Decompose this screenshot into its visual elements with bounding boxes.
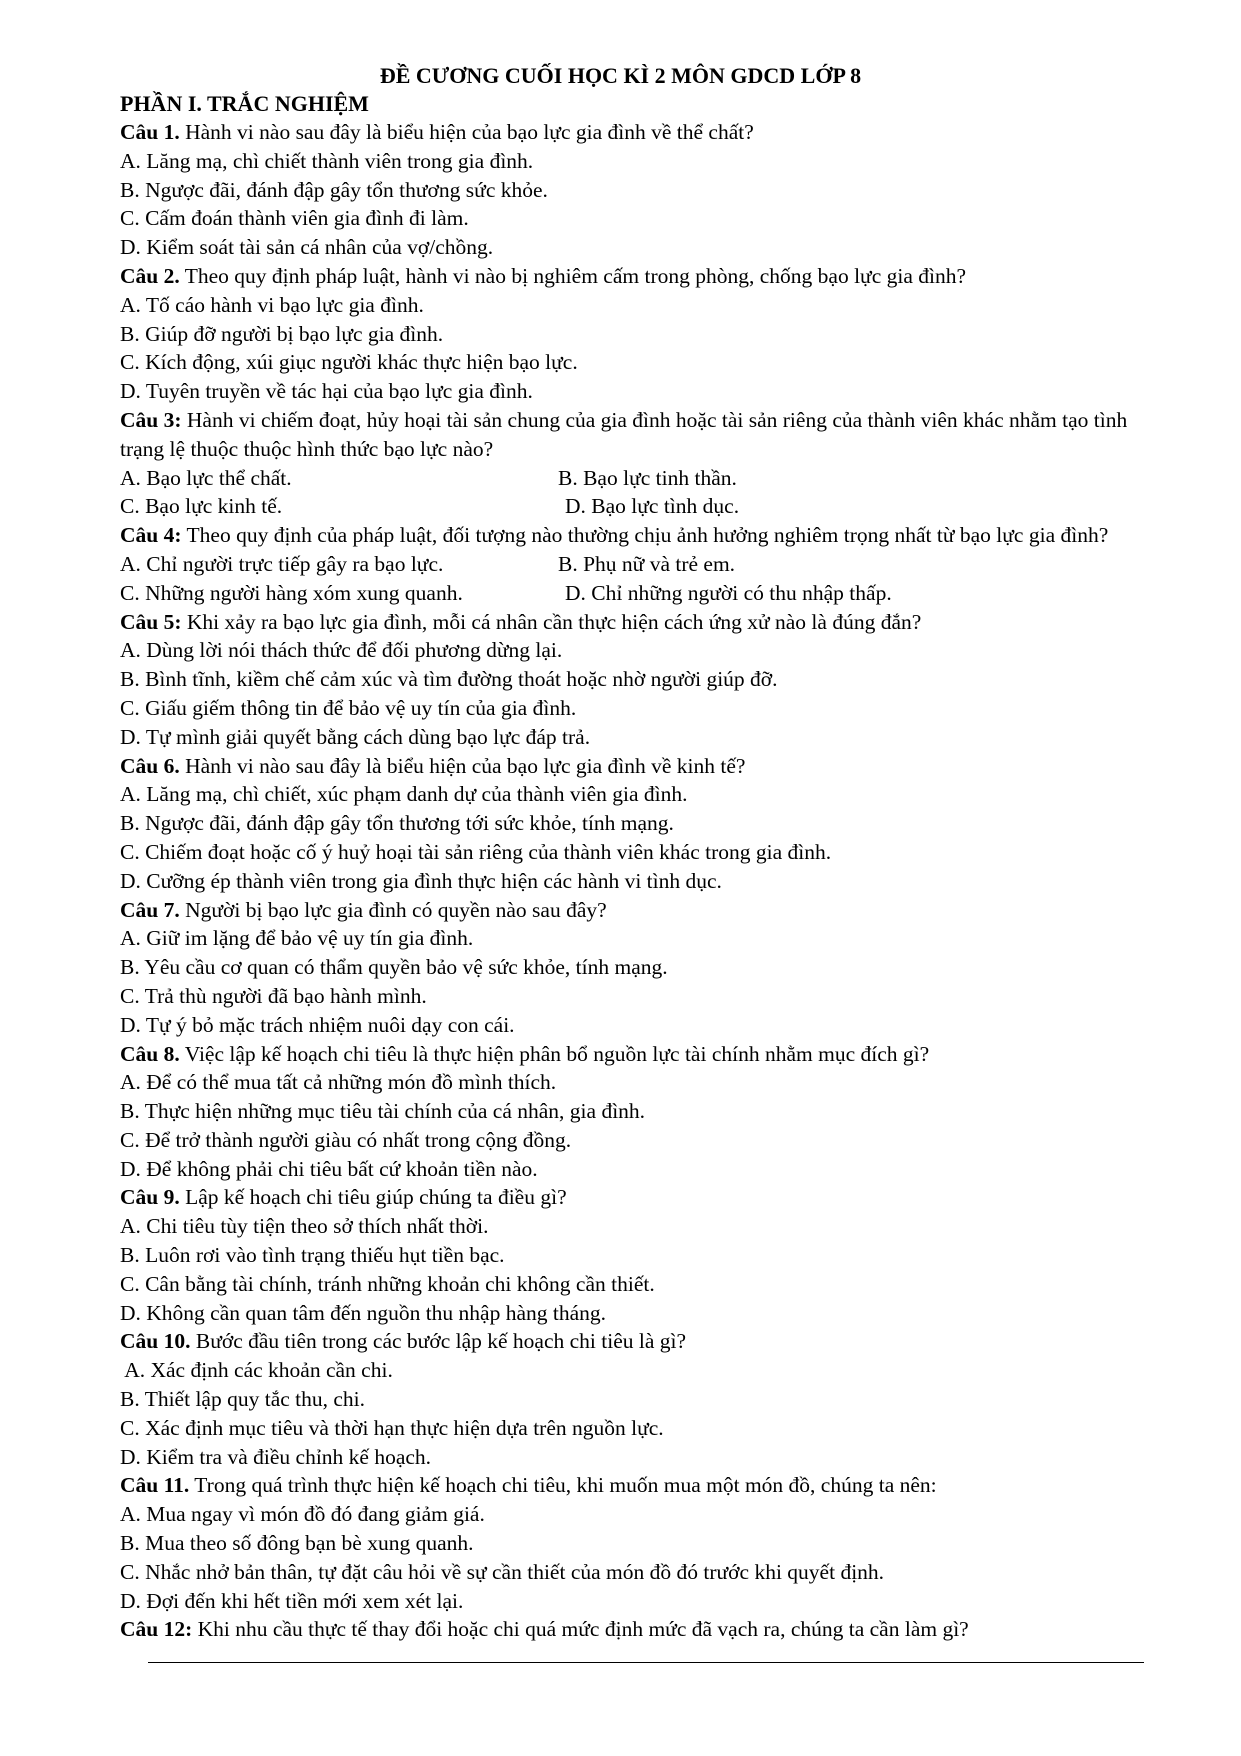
answer-option: C. Nhắc nhở bản thân, tự đặt câu hỏi về sự cần thiết của món đồ đó trước khi quyết định.	[120, 1559, 885, 1584]
section-heading: PHẦN I. TRẮC NGHIỆM	[120, 91, 369, 116]
answer-row	[120, 579, 1140, 608]
answer-option: C. Chiếm đoạt hoặc cố ý huỷ hoại tài sản riêng của thành viên khác trong gia đình.	[120, 839, 832, 864]
answer-option: A. Chi tiêu tùy tiện theo sở thích nhất thời.	[120, 1214, 489, 1239]
question-number: Câu 1.	[120, 120, 180, 144]
answer-option: B. Yêu cầu cơ quan có thẩm quyền bảo vệ sức khỏe, tính mạng.	[120, 955, 668, 980]
document-content	[120, 90, 1140, 1644]
answer-option: A. Giữ im lặng để bảo vệ uy tín gia đình.	[120, 926, 474, 951]
answer-option: B. Bình tĩnh, kiềm chế cảm xúc và tìm đường thoát hoặc nhờ người giúp đỡ.	[120, 667, 778, 692]
answer-option: B. Thực hiện những mục tiêu tài chính của cá nhân, gia đình.	[120, 1099, 646, 1124]
answer-option: D. Tự mình giải quyết bằng cách dùng bạo lực đáp trả.	[120, 724, 591, 749]
question-text: Trong quá trình thực hiện kế hoạch chi tiêu, khi muốn mua một món đồ, chúng ta nên:	[189, 1473, 937, 1498]
question-number: Câu 5:	[120, 609, 182, 634]
question-block	[120, 521, 1140, 607]
answer-option: B. Mua theo số đông bạn bè xung quanh.	[120, 1531, 474, 1556]
answer-option: D. Bạo lực tình dục.	[565, 494, 740, 519]
answer-option: B. Ngược đãi, đánh đập gây tổn thương sức khỏe.	[120, 177, 548, 202]
question-stem	[120, 896, 1140, 925]
question-block	[120, 118, 1140, 262]
answer-option: D. Tự ý bỏ mặc trách nhiệm nuôi dạy con cái.	[120, 1012, 515, 1037]
answer-option: B. Phụ nữ và trẻ em.	[558, 551, 736, 576]
answer-option: B. Giúp đỡ người bị bạo lực gia đình.	[120, 321, 444, 346]
answer-option: D. Không cần quan tâm đến nguồn thu nhập hàng tháng.	[120, 1300, 607, 1325]
question-stem	[120, 1327, 1140, 1356]
answer-row	[120, 550, 1140, 579]
answer-option: B. Ngược đãi, đánh đập gây tổn thương tới sức khỏe, tính mạng.	[120, 811, 674, 836]
question-block	[120, 752, 1140, 896]
answer-option: D. Kiểm soát tài sản cá nhân của vợ/chồng.	[120, 235, 494, 260]
answer-option: D. Chỉ những người có thu nhập thấp.	[565, 580, 892, 605]
answer-option: C. Để trở thành người giàu có nhất trong cộng đồng.	[120, 1127, 572, 1152]
question-number: Câu 2.	[120, 263, 180, 288]
answer-option: A. Chỉ người trực tiếp gây ra bạo lực.	[120, 551, 444, 576]
question-text: Việc lập kế hoạch chi tiêu là thực hiện phân bổ nguồn lực tài chính nhằm mục đích gì?	[179, 1041, 930, 1066]
question-block	[120, 1615, 1140, 1644]
answer-option: D. Cưỡng ép thành viên trong gia đình thực hiện các hành vi tình dục.	[120, 868, 722, 893]
question-stem	[120, 1040, 1140, 1069]
document-title: ĐỀ CƯƠNG CUỐI HỌC KÌ 2 MÔN GDCD LỚP 8	[379, 63, 862, 88]
question-number: Câu 12:	[120, 1617, 193, 1642]
answer-row	[120, 464, 1140, 493]
answer-option: D. Để không phải chi tiêu bất cứ khoản tiền nào.	[120, 1156, 538, 1181]
question-block	[120, 406, 1140, 521]
question-number: Câu 6.	[120, 753, 180, 778]
question-number: Câu 11.	[120, 1473, 190, 1498]
question-block	[120, 262, 1140, 406]
answer-option: A. Bạo lực thể chất.	[120, 465, 292, 490]
answer-option: A. Xác định các khoản cần chi.	[120, 1358, 393, 1383]
question-text: Theo quy định của pháp luật, đối tượng nào thường chịu ảnh hưởng nghiêm trọng nhất từ bạo lực gia đình?	[181, 523, 1109, 548]
question-text: Theo quy định pháp luật, hành vi nào bị nghiêm cấm trong phòng, chống bạo lực gia đình?	[179, 263, 967, 288]
question-stem	[120, 262, 1140, 291]
question-block	[120, 896, 1140, 1040]
question-text: Hành vi chiếm đoạt, hủy hoại tài sản chung của gia đình hoặc tài sản riêng của thành viên khác nhằm tạo tình trạng lệ thuộc thuộc hình thức bạo lực nào?	[120, 407, 1133, 461]
question-block	[120, 1471, 1140, 1615]
answer-option: D. Kiểm tra và điều chỉnh kế hoạch.	[120, 1444, 432, 1469]
answer-option: C. Cân bằng tài chính, tránh những khoản chi không cần thiết.	[120, 1271, 655, 1296]
question-text: Người bị bạo lực gia đình có quyền nào sau đây?	[179, 897, 607, 922]
page-bottom-rule	[148, 1662, 1144, 1663]
question-block	[120, 1327, 1140, 1471]
answer-option: A. Lăng mạ, chì chiết thành viên trong gia đình.	[120, 148, 534, 173]
question-stem	[120, 1183, 1140, 1212]
question-number: Câu 3:	[120, 407, 182, 432]
question-block	[120, 608, 1140, 752]
answer-option: C. Giấu giếm thông tin để bảo vệ uy tín của gia đình.	[120, 695, 577, 720]
answer-option: B. Luôn rơi vào tình trạng thiếu hụt tiền bạc.	[120, 1243, 505, 1268]
question-text: Khi xảy ra bạo lực gia đình, mỗi cá nhân cần thực hiện cách ứng xử nào là đúng đắn?	[181, 609, 922, 634]
answer-option: A. Tố cáo hành vi bạo lực gia đình.	[120, 292, 424, 317]
question-stem	[120, 118, 1140, 147]
question-stem	[120, 1471, 1140, 1500]
answer-option: A. Dùng lời nói thách thức để đối phương dừng lại.	[120, 638, 563, 663]
question-number: Câu 10.	[120, 1329, 191, 1354]
question-text: Khi nhu cầu thực tế thay đổi hoặc chi quá mức định mức đã vạch ra, chúng ta cần làm gì?	[192, 1617, 969, 1642]
question-stem	[120, 1615, 1140, 1644]
answer-option: D. Đợi đến khi hết tiền mới xem xét lại.	[120, 1588, 464, 1613]
question-number: Câu 8.	[120, 1041, 180, 1066]
question-number: Câu 7.	[120, 897, 180, 922]
question-stem	[120, 608, 1140, 637]
answer-option: C. Những người hàng xóm xung quanh.	[120, 580, 463, 605]
question-text: Lập kế hoạch chi tiêu giúp chúng ta điều gì?	[179, 1185, 567, 1210]
answer-option: C. Kích động, xúi giục người khác thực hiện bạo lực.	[120, 350, 578, 375]
question-stem	[120, 752, 1140, 781]
answer-option: C. Xác định mục tiêu và thời hạn thực hiện dựa trên nguồn lực.	[120, 1415, 664, 1440]
answer-option: D. Tuyên truyền về tác hại của bạo lực gia đình.	[120, 379, 533, 404]
question-stem	[120, 406, 1140, 464]
answer-option: C. Trả thù người đã bạo hành mình.	[120, 983, 427, 1008]
question-block	[120, 1040, 1140, 1184]
answer-option: A. Lăng mạ, chì chiết, xúc phạm danh dự của thành viên gia đình.	[120, 782, 688, 807]
answer-option: A. Mua ngay vì món đồ đó đang giảm giá.	[120, 1502, 485, 1527]
question-text: Hành vi nào sau đây là biểu hiện của bạo lực gia đình về kinh tế?	[179, 753, 746, 778]
question-text: Hành vi nào sau đây là biểu hiện của bạo lực gia đình về thể chất?	[179, 120, 754, 144]
answer-option: B. Thiết lập quy tắc thu, chi.	[120, 1387, 366, 1412]
question-text: Bước đầu tiên trong các bước lập kế hoạch chi tiêu là gì?	[190, 1329, 687, 1354]
answer-option: B. Bạo lực tinh thần.	[558, 465, 737, 490]
answer-option: A. Để có thể mua tất cả những món đồ mình thích.	[120, 1070, 557, 1095]
answer-row	[120, 492, 1140, 521]
question-block	[120, 1183, 1140, 1327]
question-stem	[120, 521, 1140, 550]
answer-option: C. Cấm đoán thành viên gia đình đi làm.	[120, 206, 469, 231]
answer-option: C. Bạo lực kinh tế.	[120, 494, 283, 519]
question-number: Câu 9.	[120, 1185, 180, 1210]
question-number: Câu 4:	[120, 523, 182, 548]
